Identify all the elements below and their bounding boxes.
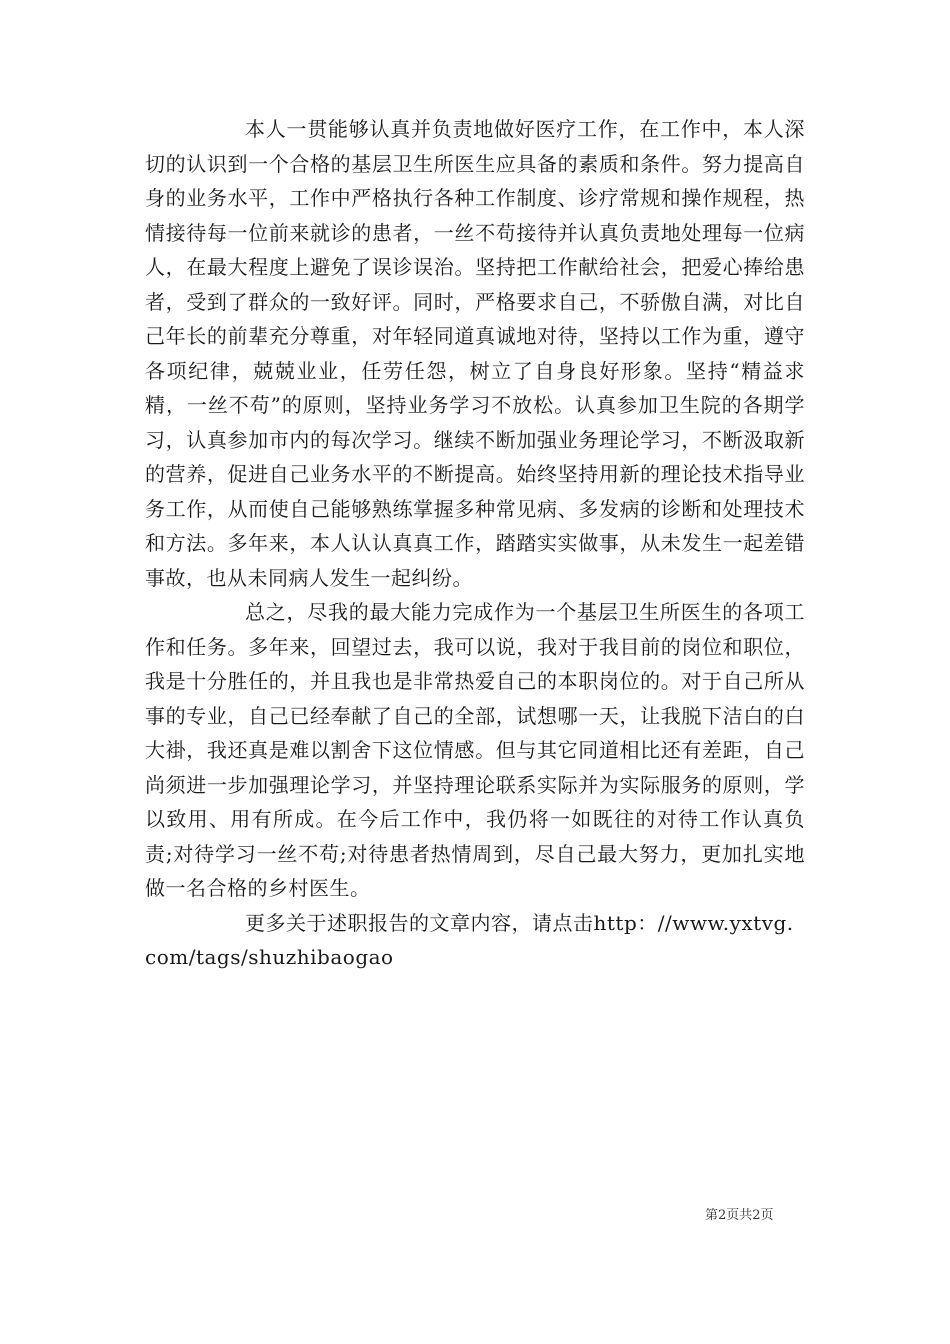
body-paragraph-1: 本人一贯能够认真并负责地做好医疗工作，在工作中，本人深切的认识到一个合格的基层卫生所医生应具备的素质和条件。努力提高自身的业务水平，工作中严格执行各种工作制度、诊疗常规和操作规程，热情接待每一位前来就诊的患者，一丝不苟接待并认真负责地处理每一位病人，在最大程度上避免了误诊误治。坚持把工作献给社会，把爱心捧给患者，受到了群众的一致好评。同时，严格要求自己，不骄傲自满，对比自己年长的前辈充分尊重，对年轻同道真诚地对待，坚持以工作为重，遵守各项纪律，兢兢业业，任劳任怨，树立了自身良好形象。坚持“精益求精，一丝不苟”的原则，坚持业务学习不放松。认真参加卫生院的各期学习，认真参加市内的每次学习。继续不断加强业务理论学习，不断汲取新的营养，促进自己业务水平的不断提高。始终坚持用新的理论技术指导业务工作，从而使自己能够熟练掌握多种常见病、多发病的诊断和处理技术和方法。多年来，本人认认真真工作，踏踏实实做事，从未发生一起差错事故，也从未同病人发生一起纠纷。: [145, 117, 805, 590]
page-number-footer: 第2页共2页: [705, 1208, 774, 1223]
more-articles-link-text: 更多关于述职报告的文章内容，请点击http：//www.yxtvg.com/tags/shuzhibaogao: [145, 910, 794, 969]
body-paragraph-2: 总之，尽我的最大能力完成作为一个基层卫生所医生的各项工作和任务。多年来，回望过去，我可以说，我对于我目前的岗位和职位，我是十分胜任的，并且我也是非常热爱自己的本职岗位的。对于自己所从事的专业，自己已经奉献了自己的全部，试想哪一天，让我脱下洁白的白大褂，我还真是难以割舍下这位情感。但与其它同道相比还有差距，自己尚须进一步加强理论学习，并坚持理论联系实际并为实际服务的原则，学以致用、用有所成。在今后工作中，我仍将一如既往的对待工作认真负责;对待学习一丝不苟;对待患者热情周到，尽自己最大努力，更加扎实地做一名合格的乡村医生。: [145, 600, 805, 900]
document-body: [145, 112, 805, 975]
